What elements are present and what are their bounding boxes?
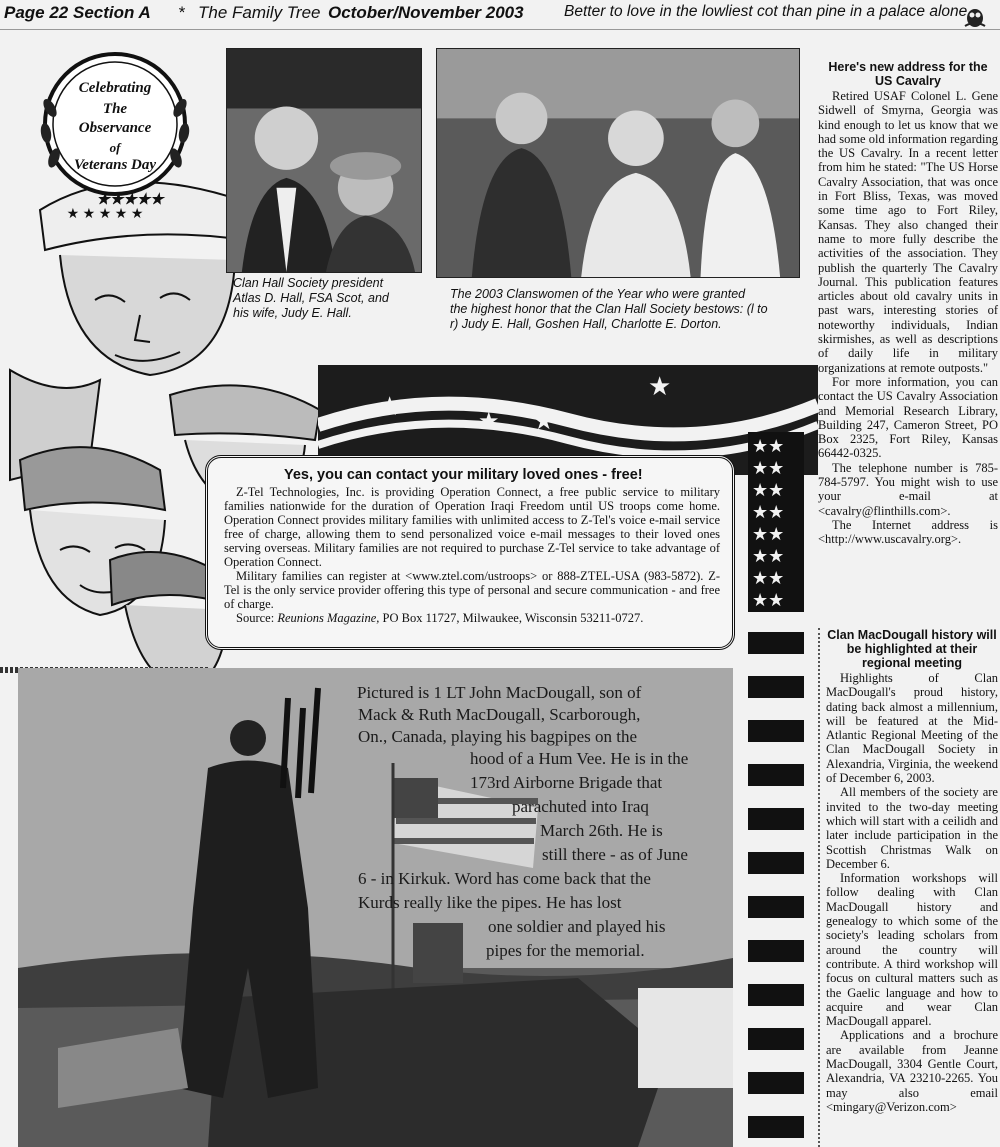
photo2-caption <box>450 287 810 332</box>
big-caption-line-11: one soldier and played his <box>488 917 666 936</box>
box-source-label: Source: <box>236 611 275 625</box>
macdougall-paragraph-2: All members of the society are invited to the two-day meeting which will start with a ceilidh and later include participation in the Scottish Christmas Walk on December 6. <box>826 785 998 871</box>
header-separator: * <box>178 3 185 22</box>
seal-line-2: The <box>102 101 128 117</box>
cavalry-headline: Here's new address for the US Cavalry <box>828 60 988 88</box>
seal-line-4: of <box>109 140 121 155</box>
svg-text:★★: ★★ <box>752 436 785 456</box>
big-caption-line-12: pipes for the memorial. <box>486 941 645 960</box>
photo1-caption-line-2: Atlas D. Hall, FSA Scot, and <box>233 291 389 305</box>
big-caption-line-7: March 26th. He is <box>540 821 663 840</box>
svg-text:★: ★ <box>378 392 402 421</box>
svg-text:★★: ★★ <box>752 546 785 566</box>
cavalry-paragraph-4: The Internet address is <http://www.uscavalry.org>. <box>818 517 998 547</box>
box-paragraph-1: Z-Tel Technologies, Inc. is providing Operation Connect, a free public service to military families nationwide for the duration of Operation Iraqi Freedom until US troops come home. Operation Connect provides military families with unlimited access to Z-Tel's voice e-mail service free of charge, allowing them to send personalized voice e-mail messages to their loved ones serving overseas. Military families are not required to purchase Z-Tel service to take advantage of Operation Connect. <box>224 485 720 569</box>
photo1-caption-line-1: Clan Hall Society president <box>233 276 384 290</box>
big-caption-line-2: Mack & Ruth MacDougall, Scarborough, <box>358 705 641 724</box>
page-header <box>0 0 1000 30</box>
cavalry-paragraph-1: Retired USAF Colonel L. Gene Sidwell of Smyrna, Georgia was kind enough to let us know that we had some old information regarding the US Cavalry. In a recent letter from him he stated: "The US Horse Cavalry Association, that was once in Fort Bliss, Texas, was moved some time ago to Fort Riley, Kansas. They also changed their name to more fully describe the activities of the association. They publish the quarterly The Cavalry Journal. This publication features articles about old cavalry units in past wars, interesting stories of noteworthy individuals, Indian skirmishes, as well as descriptions of daily life in military organizations at remote outposts." <box>818 89 998 375</box>
svg-text:★ ★ ★ ★ ★: ★ ★ ★ ★ ★ <box>66 207 144 222</box>
cavalry-paragraph-3: The telephone number is 785-784-5797. You might wish to use your e-mail at <cavalry@flinthills.com>. <box>818 460 998 518</box>
svg-text:★★: ★★ <box>752 502 785 522</box>
page-number: Page 22 Section A <box>4 3 151 22</box>
box-source <box>224 611 720 625</box>
newspaper-name: The Family Tree <box>198 3 321 22</box>
svg-text:★★: ★★ <box>752 480 785 500</box>
military-contact-box <box>205 455 735 650</box>
photo-clanswomen <box>436 48 800 278</box>
photo-hall-couple <box>226 48 422 273</box>
big-caption-line-10: Kurds really like the pipes. He has lost <box>358 893 622 912</box>
big-caption-line-3: On., Canada, playing his bagpipes on the <box>358 727 638 746</box>
macdougall-paragraph-4: Applications and a brochure are available from Jeanne MacDougall, 3304 Gentle Court, Alexandria, VA 23210-2265. You may also email <mingary@Verizon.com> <box>826 1028 998 1114</box>
big-caption-line-1: Pictured is 1 LT John MacDougall, son of <box>357 683 642 702</box>
seal-line-3: Observance <box>78 120 152 136</box>
box-source-address: PO Box 11727, Milwaukee, Wisconsin 53211-0727. <box>382 611 644 625</box>
box-title: Yes, you can contact your military loved ones - free! <box>284 467 643 483</box>
issue-date: October/November 2003 <box>328 3 524 22</box>
svg-text:★★: ★★ <box>752 590 785 610</box>
big-caption-line-8: still there - as of June <box>542 845 688 864</box>
macdougall-headline: Clan MacDougall history will be highlighted at their regional meeting <box>827 628 997 670</box>
svg-text:★★: ★★ <box>752 568 785 588</box>
seal-stars: ★★★★★ <box>96 192 164 208</box>
photo1-caption <box>233 276 423 321</box>
flag-strip <box>748 432 804 1147</box>
photo2-caption-line-1: The 2003 Clanswomen of the Year who were granted <box>450 287 746 301</box>
big-caption-line-5: 173rd Airborne Brigade that <box>470 773 663 792</box>
big-caption-line-6: parachuted into Iraq <box>512 797 649 816</box>
svg-text:★: ★ <box>478 409 500 435</box>
cavalry-paragraph-2: For more information, you can contact the US Cavalry Association and Memorial Research Library, Building 247, Cameron Street, PO Box 2325, Fort Riley, Kansas 66442-0325. <box>818 374 998 461</box>
big-caption-line-9: 6 - in Kirkuk. Word has come back that the <box>358 869 651 888</box>
macdougall-paragraph-1: Highlights of Clan MacDougall's proud history, dating back almost a millennium, will be featured at the Mid-Atlantic Regional Meeting of the Clan MacDougall Society in Alexandria, Virginia, the weekend of December 6, 2003. <box>826 671 998 786</box>
photo2-caption-line-3: r) Judy E. Hall, Goshen Hall, Charlotte E. Dorton. <box>450 317 722 331</box>
owl-icon <box>962 4 988 28</box>
svg-text:★★: ★★ <box>752 458 785 478</box>
svg-text:★: ★ <box>648 372 672 401</box>
svg-text:★★: ★★ <box>752 524 785 544</box>
seal-line-5: Veterans Day <box>73 157 157 173</box>
motto: Better to love in the lowliest cot than pine in a palace alone <box>564 3 968 20</box>
big-caption-line-4: hood of a Hum Vee. He is in the <box>470 749 689 768</box>
box-source-publication: Reunions Magazine, <box>277 611 380 625</box>
photo2-caption-line-2: the highest honor that the Clan Hall Society bestows: (l to <box>450 302 768 316</box>
svg-text:★: ★ <box>533 409 555 435</box>
seal-line-1: Celebrating <box>78 80 152 96</box>
photo1-caption-line-3: his wife, Judy E. Hall. <box>233 306 352 320</box>
macdougall-article <box>826 628 998 1114</box>
macdougall-paragraph-3: Information workshops will follow dealing with Clan MacDougall history and genealogy to which some of the society's leading scholars from around the country will contribute. A third workshop will focus on cultural matters such as the Gaelic language and how to acquire and wear Clan MacDougall apparel. <box>826 871 998 1029</box>
column-divider <box>818 628 820 1147</box>
box-paragraph-2: Military families can register at <www.ztel.com/ustroops> or 888-ZTEL-USA (983-5872). Z-Tel is the only service provider offering this type of personal and secure communication - and free of charge. <box>224 569 720 611</box>
cavalry-article <box>818 60 998 547</box>
